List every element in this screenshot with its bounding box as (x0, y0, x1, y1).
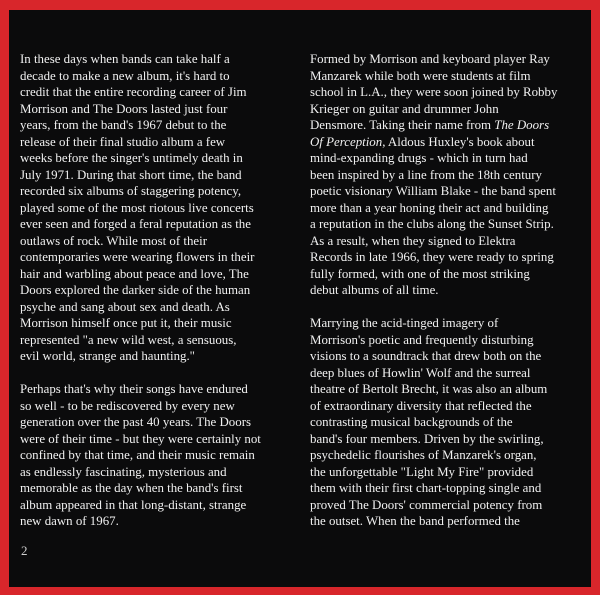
booklet-page (9, 10, 591, 587)
book-title: The Doors Of Perception (310, 118, 550, 149)
paragraph: In these days when bands can take half a decade to make a new album, it's hard to credit that the entire recording career of Jim Morrison and The Doors lasted just four years, from the band's 1967 debut to the release of their final studio album a few weeks before the singer's untimely death in July 1971. During that short time, the band recorded six albums of staggering potency, played some of the most riotous live concerts ever seen and forged a feral reputation as the outlaws of rock. While most of their contemporaries were wearing flowers in their hair and warbling about peace and love, The Doors explored the darker side of the human psyche and sang about sex and death. As Morrison himself once put it, their music represented "a new wild west, a sensuous, evil world, strange and haunting." (20, 52, 255, 363)
paragraph: Marrying the acid-tinged imagery of Morrison's poetic and frequently disturbing visions to a soundtrack that drew both on the deep blues of Howlin' Wolf and the surreal theatre of Bertolt Brecht, it was also an album of extraordinary diversity that reflected the contrasting musical backgrounds of the band's four members. Driven by the swirling, psychedelic flourishes of Manzarek's organ, the unforgettable "Light My Fire" provided them with their first chart-topping single and proved The Doors' commercial potency from the outset. When the band performed the (310, 316, 548, 528)
page-number: 2 (21, 543, 28, 558)
left-column (20, 51, 288, 546)
text-run: Formed by Morrison and keyboard player Ray Manzarek while both were students at film school in L.A., they were soon joined by Robby Krieger on guitar and drummer John Densmore. Taking their name from (310, 52, 558, 132)
text-run: , Aldous Huxley's book about mind-expanding drugs - which in turn had been inspired by a line from the 18th century poetic visionary William Blake - the band spent more than a year honing their act and building a reputation in the clubs along the Sunset Strip. As a result, when they signed to Elektra Records in late 1966, they were ready to spring fully formed, with one of the most striking debut albums of all time. (310, 134, 556, 297)
paragraph: Perhaps that's why their songs have endured so well - to be rediscovered by every new generation over the past 40 years. The Doors were of their time - but they were certainly not confined by that time, and their music remain as endlessly fascinating, mysterious and memorable as the day when the band's first album appeared in that long-distant, strange new dawn of 1967. (20, 382, 261, 528)
right-column (310, 51, 578, 546)
paragraph (310, 51, 578, 299)
